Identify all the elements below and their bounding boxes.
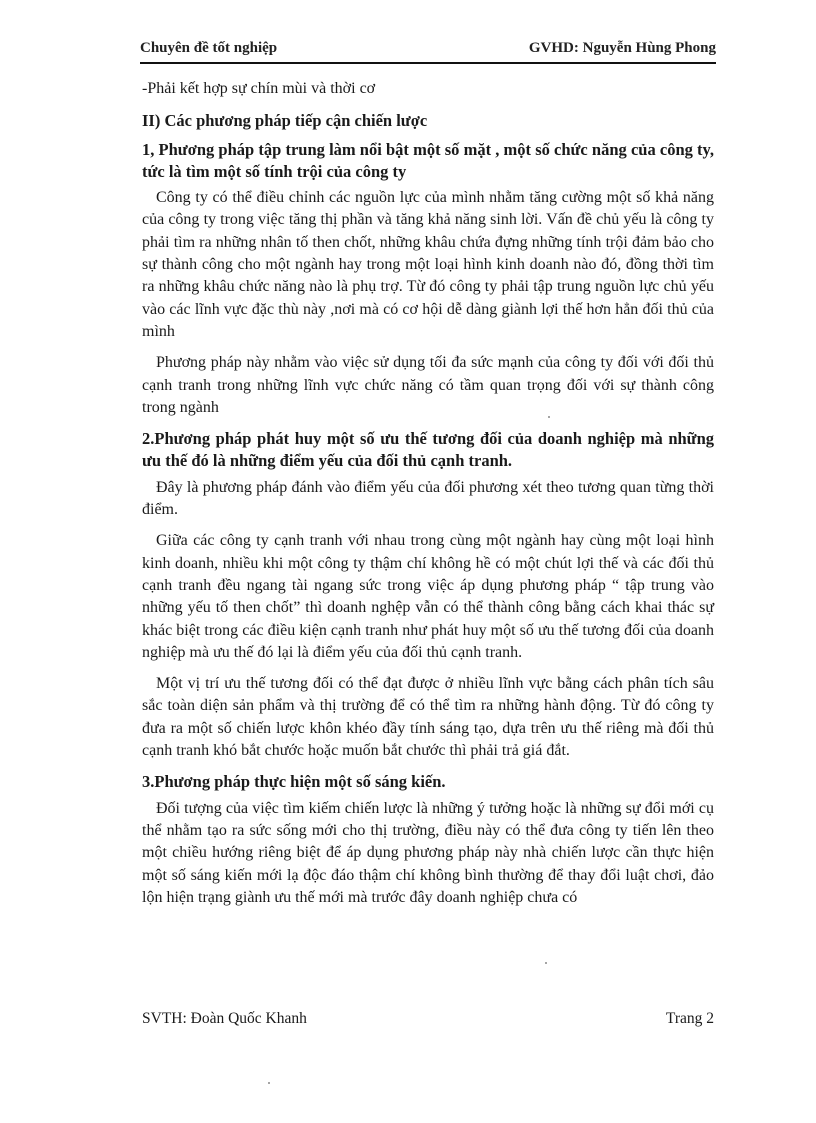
paragraph-4: Giữa các công ty cạnh tranh với nhau trong cùng một ngành hay cùng một loại hình kinh doanh, nhiều khi một công ty thậm chí không hề có một chút lợi thế và các đối thủ cạnh tranh đều ngang tài ngang sức trong việc áp dụng phương pháp “ tập trung vào những yếu tố then chốt” thì doanh nghệp vẫn có thể thành công bằng cách khai thác sự khác biệt trong các điều kiện cạnh tranh như phát huy một số ưu thế tương đối của doanh nghiệp mà ưu thế đó lại là điểm yếu của đối thủ cạnh tranh. [142, 532, 714, 661]
header-right-text: GVHD: Nguyễn Hùng Phong [528, 40, 716, 56]
paragraph-2: Phương pháp này nhằm vào việc sử dụng tối đa sức mạnh của công ty đối với đối thủ cạnh tranh trong những lĩnh vực chức năng có tầm quan trọng đối với sự thành công trong ngành [142, 354, 714, 416]
paragraph-5: Một vị trí ưu thế tương đối có thể đạt được ở nhiều lĩnh vực bằng cách phân tích sâu sắc toàn diện sản phẩm và thị trường để có thể tìm ra những hành động. Từ đó công ty đưa ra một số chiến lược khôn khéo đầy tính sáng tạo, dựa trên ưu thế riêng mà đối thủ cạnh tranh khó bắt chước hoặc muốn bắt chước thì phải trả giá đắt. [142, 675, 714, 760]
subsection-heading-3: 3.Phương pháp thực hiện một số sáng kiến. [142, 772, 446, 792]
scan-speck [548, 416, 550, 418]
header-left-text: Chuyên đề tốt nghiệp [140, 40, 278, 56]
subsection-heading-1: 1, Phương pháp tập trung làm nổi bật một số mặt , một số chức năng của công ty, tức là tìm một số tính trội của công ty [142, 139, 714, 181]
scan-speck [545, 962, 547, 964]
paragraph-1: Công ty có thể điều chỉnh các nguồn lực của mình nhằm tăng cường một số khả năng của công ty trong việc tăng thị phần và tăng khả năng sinh lời. Vấn đề chủ yếu là công ty phải tìm ra những nhân tố then chốt, những khâu chứa đựng những tính trội đảm bảo cho sự thành công cho một ngành hay trong một loại hình kinh doanh nào đó, đồng thời tìm ra những khâu chức năng nào là phụ trợ. Từ đó công ty phải tập trung nguồn lực chủ yếu vào các lĩnh vực đặc thù này ,nơi mà có cơ hội dễ dàng giành lợi thế hơn hẳn đối thủ của mình [142, 189, 714, 340]
intro-line: -Phải kết hợp sự chín mùi và thời cơ [142, 80, 376, 97]
paragraph-3: Đây là phương pháp đánh vào điểm yếu của đối phương xét theo tương quan từng thời điểm. [142, 478, 714, 519]
paragraph-6: Đối tượng của việc tìm kiếm chiến lược là những ý tưởng hoặc là những sự đổi mới cụ thể nhằm tạo ra sức sống mới cho thị trường, điều này có thể đưa công ty tiến lên theo một chiều hướng riêng biệt để áp dụng phương pháp này nhà chiến lược cần thực hiện một số sáng kiến mới lạ độc đáo thậm chí không bình thường để thay đổi luật chơi, đảo lộn hiện trạng giành ưu thế mới mà trước đây doanh nghiệp chưa có [142, 799, 714, 906]
footer-page-number: Trang 2 [665, 1010, 714, 1027]
page-header [140, 36, 716, 64]
document-body [142, 78, 714, 918]
section-heading: II) Các phương pháp tiếp cận chiến lược [142, 111, 428, 131]
subsection-heading-2: 2.Phương pháp phát huy một số ưu thế tương đối của doanh nghiệp mà những ưu thế đó là những điểm yếu của đối thủ cạnh tranh. [142, 429, 714, 471]
scan-speck [268, 1082, 270, 1084]
footer-author: SVTH: Đoàn Quốc Khanh [142, 1010, 307, 1027]
